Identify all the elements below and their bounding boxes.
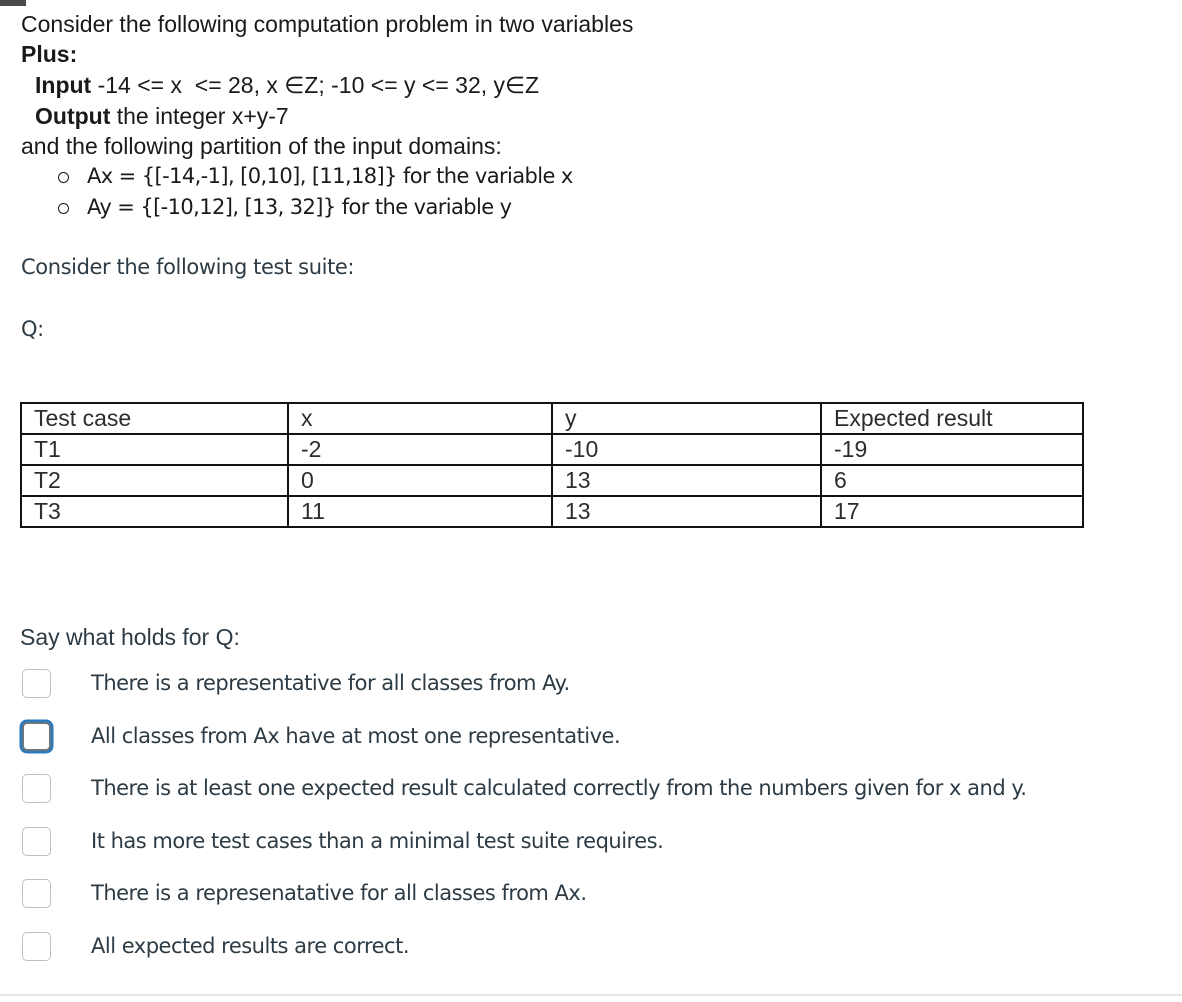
table-cell: -10 bbox=[552, 434, 821, 465]
answer-option[interactable] bbox=[0, 924, 1182, 968]
header-expected-result: Expected result bbox=[821, 403, 1083, 434]
output-text: the integer x+y-7 bbox=[110, 103, 289, 129]
answer-option[interactable] bbox=[0, 661, 1182, 705]
partition-ax: Ax = {[-14,-1], [0,10], [11,18]} for the variable x bbox=[87, 164, 573, 188]
option-label[interactable]: There is at least one expected result calculated correctly from the numbers given for x and y. bbox=[91, 776, 1027, 800]
table-cell: 6 bbox=[821, 465, 1083, 496]
table-cell: T3 bbox=[21, 496, 288, 527]
table-cell: 13 bbox=[552, 496, 821, 527]
input-text: -14 <= x <= 28, x ∈Z; -10 <= y <= 32, y∈Z bbox=[91, 72, 540, 98]
answer-option[interactable] bbox=[0, 819, 1182, 863]
option-checkbox[interactable] bbox=[22, 722, 51, 751]
table-cell: T2 bbox=[21, 465, 288, 496]
header-test-case: Test case bbox=[21, 403, 288, 434]
problem-intro: Consider the following computation problem in two variables bbox=[21, 11, 634, 37]
option-checkbox[interactable] bbox=[22, 879, 51, 908]
table-row bbox=[21, 465, 1083, 496]
bullet-circle-icon bbox=[58, 172, 69, 183]
option-label[interactable]: It has more test cases than a minimal test suite requires. bbox=[91, 829, 664, 853]
option-label[interactable]: All classes from Ax have at most one representative. bbox=[91, 724, 621, 748]
top-edge-mark bbox=[0, 0, 26, 6]
table-row bbox=[21, 434, 1083, 465]
table-cell: T1 bbox=[21, 434, 288, 465]
table-cell: 17 bbox=[821, 496, 1083, 527]
partition-ay: Ay = {[-10,12], [13, 32]} for the variable y bbox=[87, 195, 512, 219]
answer-option[interactable] bbox=[0, 871, 1182, 915]
option-label[interactable]: There is a represenatative for all classes from Ax. bbox=[91, 881, 587, 905]
test-suite-table bbox=[20, 402, 1084, 528]
table-cell: 13 bbox=[552, 465, 821, 496]
answer-option[interactable] bbox=[0, 714, 1182, 758]
table-header-row bbox=[21, 403, 1083, 434]
answer-option[interactable] bbox=[0, 766, 1182, 810]
table-row bbox=[21, 496, 1083, 527]
problem-output bbox=[35, 102, 289, 130]
option-checkbox[interactable] bbox=[22, 669, 51, 698]
option-checkbox[interactable] bbox=[22, 774, 51, 803]
option-checkbox[interactable] bbox=[22, 827, 51, 856]
option-label[interactable]: All expected results are correct. bbox=[91, 934, 410, 958]
option-checkbox[interactable] bbox=[22, 932, 51, 961]
bottom-divider bbox=[0, 994, 1182, 996]
input-label: Input bbox=[35, 72, 92, 98]
problem-name: Plus: bbox=[21, 41, 78, 67]
table-cell: -19 bbox=[821, 434, 1083, 465]
table-cell: -2 bbox=[288, 434, 552, 465]
option-label[interactable]: There is a representative for all classes from Ay. bbox=[91, 671, 570, 695]
bullet-circle-icon bbox=[58, 203, 69, 214]
output-label: Output bbox=[35, 103, 111, 129]
partition-intro: and the following partition of the input domains: bbox=[21, 133, 502, 159]
problem-input bbox=[35, 71, 539, 99]
table-cell: 11 bbox=[288, 496, 552, 527]
question-prompt: Say what holds for Q: bbox=[20, 624, 240, 650]
header-x: x bbox=[288, 403, 552, 434]
suite-intro: Consider the following test suite: bbox=[21, 255, 355, 279]
table-cell: 0 bbox=[288, 465, 552, 496]
header-y: y bbox=[552, 403, 821, 434]
suite-name: Q: bbox=[21, 317, 44, 341]
